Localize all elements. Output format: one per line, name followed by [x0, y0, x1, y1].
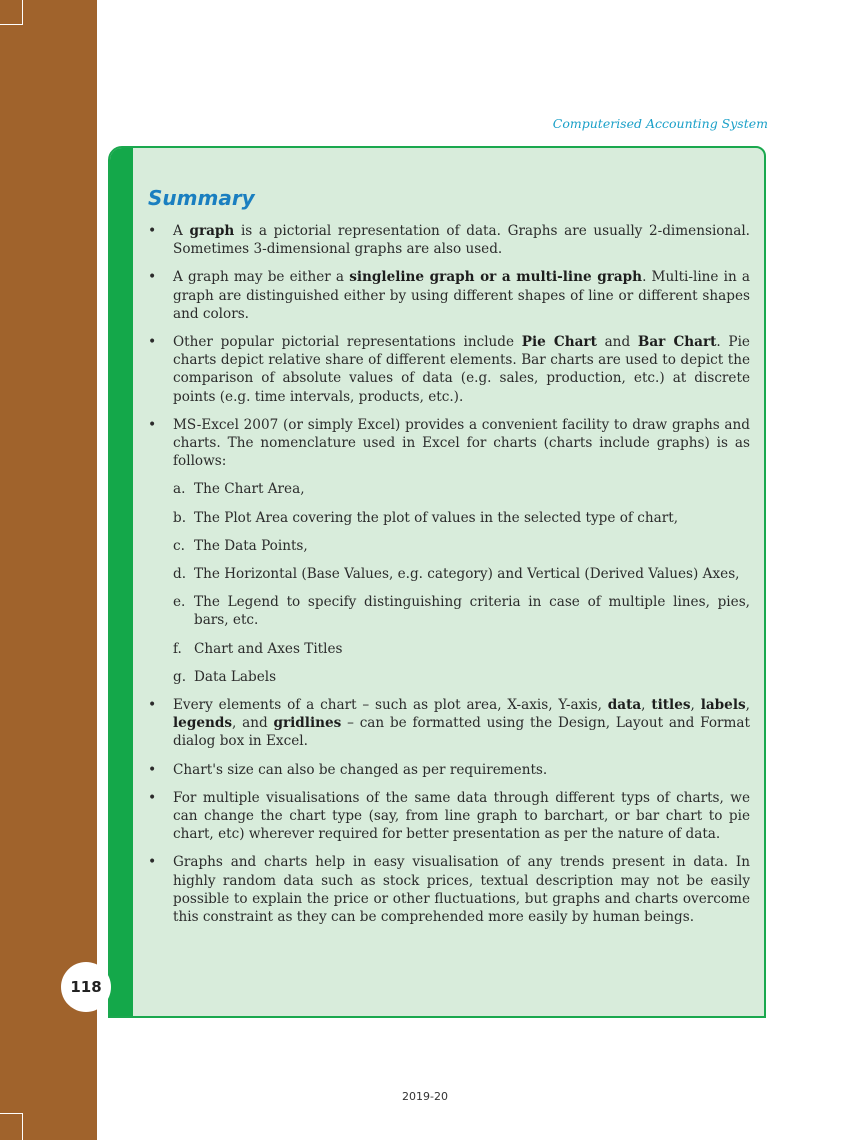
- bullet-dot-icon: •: [148, 761, 157, 778]
- summary-bullet: [148, 416, 750, 471]
- item-letter: c.: [173, 537, 185, 554]
- item-text: The Legend to specify distinguishing criteria in case of multiple lines, pies, bars, etc.: [194, 594, 750, 629]
- text-run: . Multi-line in a graph are distinguished either by using different shapes of line or different shapes and colors.: [173, 269, 750, 322]
- nomenclature-item: [173, 640, 750, 658]
- summary-bullet: [148, 789, 750, 844]
- text-run: . Pie charts depict relative share of different elements. Bar charts are used to depict the comparison of absolute values of data (e.g. sales, production, etc.) at discrete points (e.g. time intervals, products, etc.).: [173, 334, 750, 405]
- bold-term: legends: [173, 715, 233, 732]
- text-run: ,: [690, 697, 701, 714]
- bullet-dot-icon: •: [148, 854, 157, 871]
- bullet-text: [173, 697, 750, 749]
- item-letter: b.: [173, 509, 187, 526]
- item-text: The Chart Area,: [194, 481, 305, 498]
- text-run: A graph may be either a: [173, 269, 350, 286]
- summary-bullet: [148, 333, 750, 406]
- nomenclature-item: [173, 565, 750, 583]
- bullet-dot-icon: •: [148, 334, 157, 351]
- item-letter: e.: [173, 594, 186, 611]
- text-run: Every elements of a chart – such as plot area, X-axis, Y-axis,: [173, 697, 608, 714]
- chart-nomenclature-list: [148, 480, 750, 686]
- text-run: ,: [641, 697, 652, 714]
- item-text: Data Labels: [194, 668, 277, 685]
- item-text: The Plot Area covering the plot of values in the selected type of chart,: [194, 509, 679, 526]
- bold-term: gridlines: [273, 715, 342, 732]
- page-number: 118: [61, 962, 111, 1012]
- text-run: A: [173, 223, 190, 239]
- crop-mark-bottom: [0, 1113, 23, 1141]
- summary-accent-bar: [110, 148, 133, 1016]
- nomenclature-item: [173, 593, 750, 629]
- bullet-text: [173, 334, 750, 405]
- bullet-dot-icon: •: [148, 223, 157, 239]
- bold-term: singleline graph or a multi-line graph: [349, 269, 643, 286]
- bullet-dot-icon: •: [148, 789, 157, 806]
- text-run: MS-Excel 2007 (or simply Excel) provides a convenient facility to draw graphs and charts. The nomenclature used in Excel for charts (charts include graphs) is as follows:: [173, 416, 750, 470]
- bold-term: titles: [651, 697, 691, 714]
- bold-term: labels: [700, 697, 746, 714]
- bullet-dot-icon: •: [148, 269, 157, 286]
- summary-bullet: [148, 761, 750, 779]
- bullet-text: [173, 762, 547, 778]
- bullet-dot-icon: •: [148, 697, 157, 714]
- crop-mark-top: [0, 0, 23, 25]
- bold-term: data: [607, 697, 642, 714]
- bullet-text: [173, 223, 750, 257]
- text-run: is a pictorial representation of data. Graphs are usually 2-dimensional. Sometimes 3-dimensional graphs are also used.: [173, 223, 750, 258]
- summary-bullet: [148, 222, 750, 258]
- nomenclature-item: [173, 509, 750, 527]
- item-text: The Horizontal (Base Values, e.g. category) and Vertical (Derived Values) Axes,: [194, 566, 740, 583]
- running-head: Computerised Accounting System: [552, 116, 768, 131]
- nomenclature-item: [173, 537, 750, 555]
- summary-content: [148, 222, 750, 936]
- item-text: The Data Points,: [194, 537, 308, 554]
- nomenclature-item: [173, 668, 750, 686]
- summary-title: Summary: [148, 186, 255, 210]
- text-run: Graphs and charts help in easy visualisation of any trends present in data. In highly random data such as stock prices, textual description may not be easily possible to explain the price or other fluctuations, but graphs and charts overcome this constraint as they can be comprehended more easily by human beings.: [173, 854, 750, 926]
- item-letter: g.: [173, 668, 187, 685]
- text-run: For multiple visualisations of the same data through different typs of charts, we can change the chart type (say, from line graph to barchart, or bar chart to pie chart, etc) wherever required for better presentation as per the nature of data.: [173, 789, 750, 843]
- text-run: and: [596, 334, 638, 351]
- bullet-text: [173, 790, 750, 842]
- item-letter: d.: [173, 566, 187, 583]
- text-run: – can be formatted using the Design, Layout and Format dialog box in Excel.: [173, 715, 750, 750]
- footer-year: 2019-20: [402, 1090, 448, 1103]
- summary-bullet: [148, 268, 750, 323]
- bold-term: Bar Chart: [637, 334, 717, 351]
- text-run: , and: [232, 715, 274, 732]
- summary-box: [108, 146, 766, 1018]
- item-letter: a.: [173, 481, 186, 498]
- nomenclature-item: [173, 480, 750, 498]
- text-run: ,: [745, 697, 750, 714]
- item-letter: f.: [173, 640, 182, 657]
- bold-term: graph: [189, 223, 235, 239]
- summary-bullet: [148, 696, 750, 751]
- bullet-text: [173, 417, 750, 469]
- bold-term: Pie Chart: [521, 334, 597, 351]
- item-text: Chart and Axes Titles: [194, 640, 343, 657]
- bullet-text: [173, 854, 750, 925]
- bullet-text: [173, 269, 750, 321]
- summary-bullet: [148, 853, 750, 926]
- text-run: Chart's size can also be changed as per requirements.: [173, 761, 548, 778]
- bullet-dot-icon: •: [148, 416, 157, 433]
- text-run: Other popular pictorial representations include: [173, 334, 522, 351]
